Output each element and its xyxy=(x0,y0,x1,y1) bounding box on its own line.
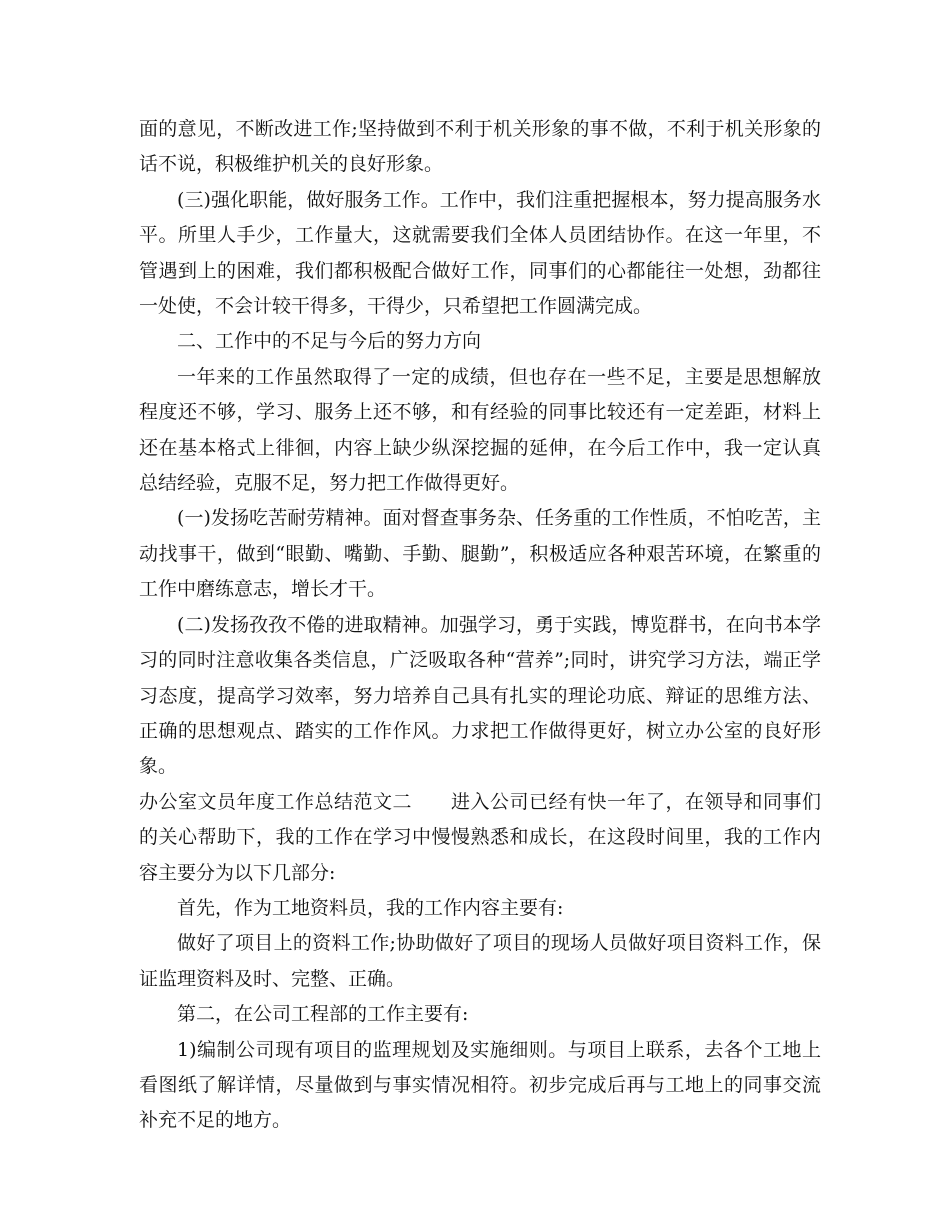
paragraph: 1)编制公司现有项目的监理规划及实施细则。与项目上联系，去各个工地上看图纸了解详情，尽量做到与事实情况相符。初步完成后再与工地上的同事交流补充不足的地方。 xyxy=(139,1038,821,1132)
paragraph: (一)发扬吃苦耐劳精神。面对督查事务杂、任务重的工作性质，不怕吃苦，主动找事干，做到“眼勤、嘴勤、手勤、腿勤”，积极适应各种艰苦环境，在繁重的工作中磨练意志，增长才干。 xyxy=(139,507,821,601)
paragraph: (三)强化职能，做好服务工作。工作中，我们注重把握根本，努力提高服务水平。所里人手少，工作量大，这就需要我们全体人员团结协作。在这一年里，不管遇到上的困难，我们都积极配合做好工作，同事们的心都能往一处想，劲都往一处使，不会计较干得多，干得少，只希望把工作圆满完成。 xyxy=(139,188,821,318)
paragraph: (二)发扬孜孜不倦的进取精神。加强学习，勇于实践，博览群书，在向书本学习的同时注意收集各类信息，广泛吸取各种“营养”;同时，讲究学习方法，端正学习态度，提高学习效率，努力培养自己具有扎实的理论功底、辩证的思维方法、正确的思想观点、踏实的工作作风。力求把工作做得更好，树立办公室的良好形象。 xyxy=(139,613,821,778)
document-body xyxy=(139,112,821,1139)
paragraph: 做好了项目上的资料工作;协助做好了项目的现场人员做好项目资料工作，保证监理资料及时、完整、正确。 xyxy=(139,932,821,990)
paragraph: 一年来的工作虽然取得了一定的成绩，但也存在一些不足，主要是思想解放程度还不够，学习、服务上还不够，和有经验的同事比较还有一定差距，材料上还在基本格式上徘徊，内容上缺少纵深挖掘的延伸，在今后工作中，我一定认真总结经验，克服不足，努力把工作做得更好。 xyxy=(139,365,821,495)
paragraph: 首先，作为工地资料员，我的工作内容主要有: xyxy=(177,896,564,919)
paragraph: 第二，在公司工程部的工作主要有: xyxy=(177,1003,469,1026)
paragraph: 面的意见，不断改进工作;坚持做到不利于机关形象的事不做，不利于机关形象的话不说，积极维护机关的良好形象。 xyxy=(139,118,821,176)
paragraph-with-title: 办公室文员年度工作总结范文二 进入公司已经有快一年了，在领导和同事们的关心帮助下，我的工作在学习中慢慢熟悉和成长，在这段时间里，我的工作内容主要分为以下几部分: xyxy=(139,790,821,884)
section-heading: 二、工作中的不足与今后的努力方向 xyxy=(177,330,482,353)
